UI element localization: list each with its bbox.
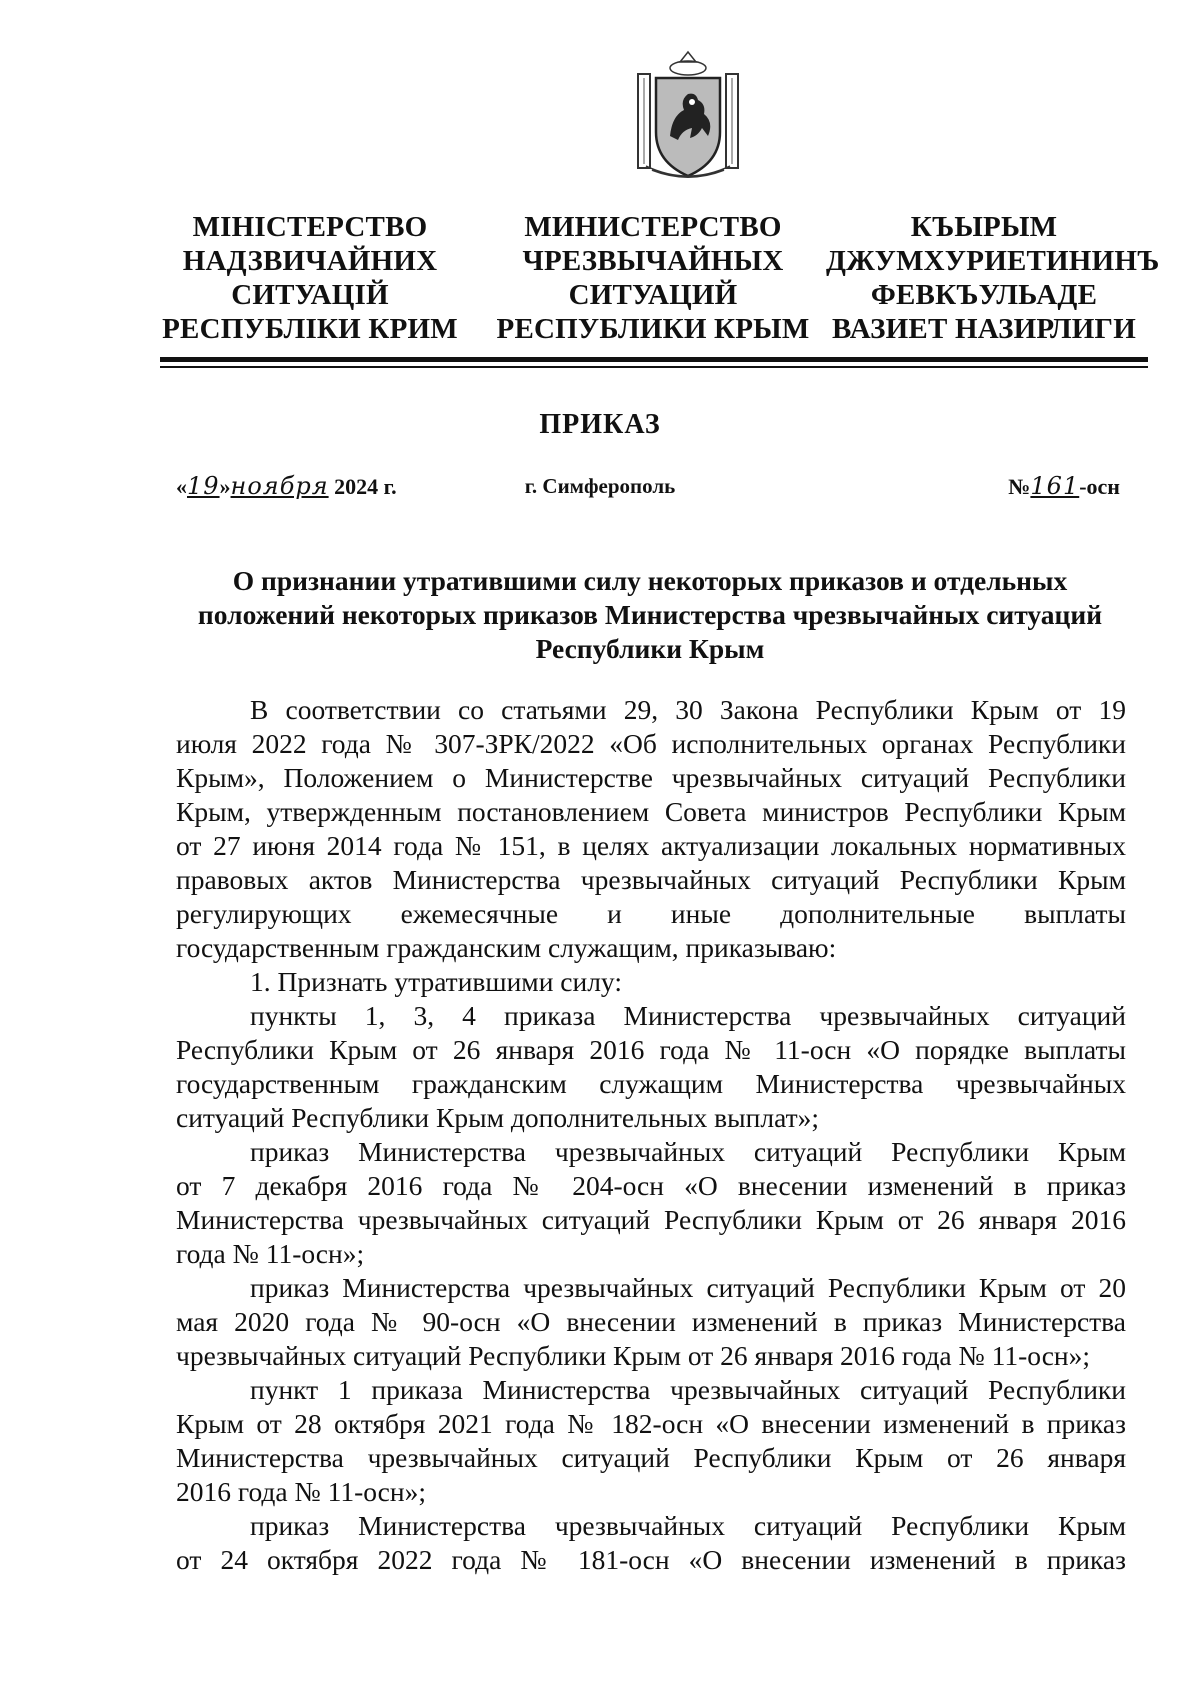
body-line: Крым от 28 октября 2021 года № 182-осн «О внесении изменений в приказ [176,1408,1126,1439]
body-line: правовых актов Министерства чрезвычайных ситуаций Республики Крым [176,864,1126,895]
body-line: пункт 1 приказа Министерства чрезвычайных ситуаций Республики [250,1374,1126,1405]
header-crh-line: ФЕВКЪУЛЬАДЕ [870,279,1098,311]
date-year: 2024 г. [334,474,397,499]
body-line: Крым», Положением о Министерстве чрезвычайных ситуаций Республики [176,762,1126,793]
subject-line: положений некоторых приказов Министерства чрезвычайных ситуаций [197,599,1103,630]
body-line: мая 2020 года № 90-осн «О внесении изменений в приказ Министерства [176,1306,1126,1337]
body-line: от 27 июня 2014 года № 151, в целях актуализации локальных нормативных [176,830,1126,861]
header-crh-line: ВАЗИЕТ НАЗИРЛИГИ [832,313,1136,345]
body-line: 1. Признать утратившими силу: [250,966,622,997]
header-ru-line: МИНИСТЕРСТВО [524,211,782,243]
number-handwritten: 161 [1030,472,1080,500]
header-ru-line: ЧРЕЗВЫЧАЙНЫХ [522,245,784,277]
header-uk-line: МІНІСТЕРСТВО [192,211,428,243]
body-line: Министерства чрезвычайных ситуаций Республики Крым от 26 января [176,1442,1126,1473]
body-line: Министерства чрезвычайных ситуаций Республики Крым от 26 января 2016 [176,1204,1126,1235]
subject-line: Республики Крым [535,633,765,664]
coat-of-arms-emblem [632,48,744,186]
body-line: от 7 декабря 2016 года № 204-осн «О внесении изменений в приказ [176,1170,1126,1201]
body-line: июля 2022 года № 307-ЗРК/2022 «Об исполнительных органах Республики [176,728,1126,759]
body-line: года № 11-осн»; [176,1238,365,1269]
body-line: приказ Министерства чрезвычайных ситуаций Республики Крым [250,1136,1126,1167]
header-uk-line: РЕСПУБЛІКИ КРИМ [162,313,458,345]
body-line: приказ Министерства чрезвычайных ситуаций Республики Крым от 20 [250,1272,1126,1303]
number-suffix: -осн [1079,474,1120,499]
header-uk-line: СИТУАЦІЙ [231,279,389,311]
body-line: чрезвычайных ситуаций Республики Крым от 26 января 2016 года № 11-осн»; [176,1340,1091,1371]
order-title: ПРИКАЗ [539,409,661,440]
body-line: 2016 года № 11-осн»; [176,1476,426,1507]
body-line: В соответствии со статьями 29, 30 Закона Республики Крым от 19 [250,694,1126,725]
body-line: ситуаций Республики Крым дополнительных выплат»; [176,1102,819,1133]
header-divider-thin [160,366,1148,368]
body-line: государственным гражданским служащим Министерства чрезвычайных [176,1068,1126,1099]
date-close-quote: » [219,474,231,499]
body-line: пункты 1, 3, 4 приказа Министерства чрезвычайных ситуаций [250,1000,1126,1031]
body-line: Крым, утвержденным постановлением Совета министров Республики Крым [176,796,1126,827]
header-uk-line: НАДЗВИЧАЙНИХ [182,245,438,277]
body-line: от 24 октября 2022 года № 181-осн «О внесении изменений в приказ [176,1544,1126,1575]
header-divider-thick [160,357,1148,362]
date-month-handwritten: ноября [230,472,329,500]
order-number [1008,472,1120,500]
date-open-quote: « [176,474,187,499]
header-ru-line: РЕСПУБЛИКИ КРЫМ [496,313,810,345]
body-line: приказ Министерства чрезвычайных ситуаций Республики Крым [250,1510,1126,1541]
header-russian [492,210,814,346]
header-crh-line: ДЖУМХУРИЕТИНИНЪ [826,245,1160,277]
body-line: регулирующих ежемесячные и иные дополнительные выплаты [176,898,1126,929]
order-body [176,693,1126,1577]
body-line: государственным гражданским служащим, приказываю: [176,932,837,963]
body-line: Республики Крым от 26 января 2016 года № 11-осн «О порядке выплаты [176,1034,1126,1065]
subject-line: О признании утратившими силу некоторых приказов и отдельных [232,565,1068,596]
header-ukrainian [160,210,460,346]
date-day-handwritten: 19 [187,472,220,500]
header-crimean-tatar [826,210,1160,346]
order-place: г. Симферополь [524,474,676,498]
order-subject [170,564,1130,666]
header-crh-line: КЪЫРЫМ [910,211,1058,243]
header-ru-line: СИТУАЦИЙ [568,279,738,311]
number-prefix: № [1008,474,1031,499]
